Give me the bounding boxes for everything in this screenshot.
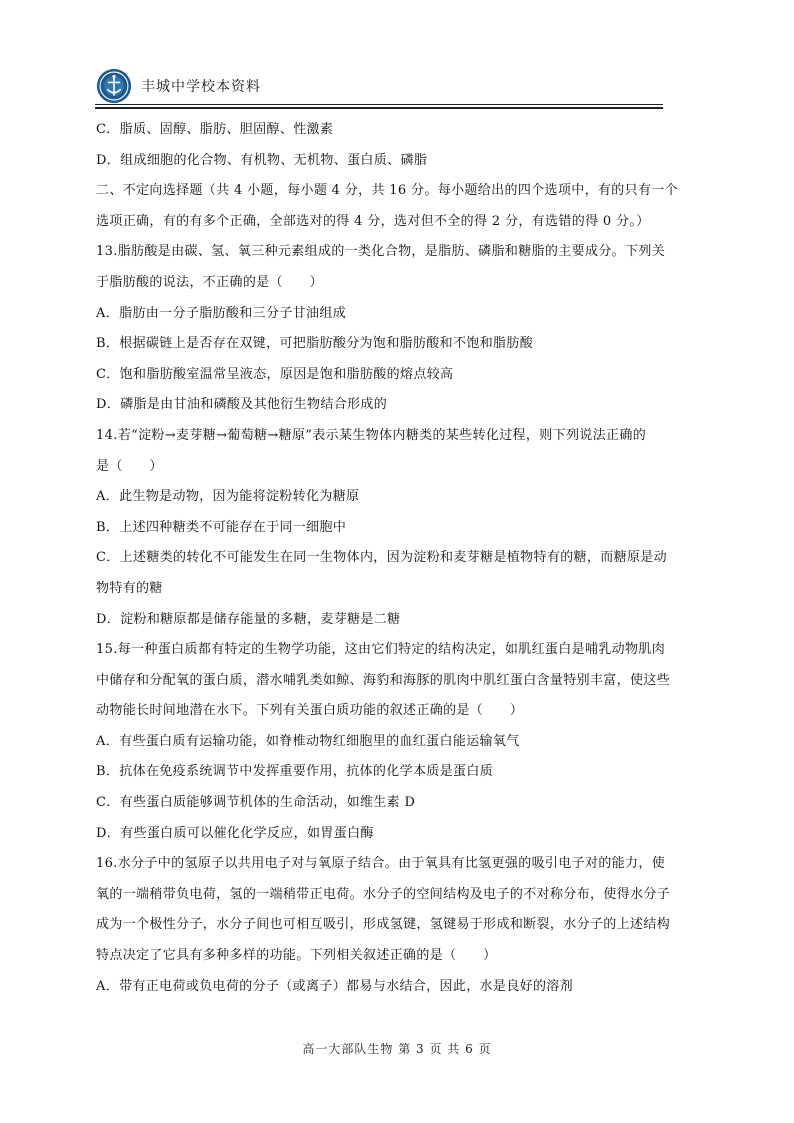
answer-option: A．有些蛋白质有运输功能，如脊椎动物红细胞里的血红蛋白能运输氧气 (96, 733, 520, 749)
question-stem: 动物能长时间地潜在水下。下列有关蛋白质功能的叙述正确的是（ ） (96, 703, 524, 719)
answer-option: D．磷脂是由甘油和磷酸及其他衍生物结合形成的 (96, 397, 388, 413)
question-stem: 13.脂肪酸是由碳、氢、氧三种元素组成的一类化合物，是脂肪、磷脂和糖脂的主要成分。下列关 (96, 244, 666, 260)
header-rule-thick (95, 107, 663, 109)
text-line: C．脂质、固醇、脂肪、胆固醇、性激素 (96, 122, 334, 137)
section-heading: 选项正确，有的有多个正确，全部选对的得 4 分，选对但不全的得 2 分，有选错的得 0 分。） (96, 213, 650, 229)
header-rule-thin (95, 104, 663, 105)
question-stem: 中储存和分配氧的蛋白质，潜水哺乳类如鲸、海豹和海豚的肌肉中肌红蛋白含量特别丰富，使这些 (96, 672, 671, 688)
answer-option: D．淀粉和糖原都是储存能量的多糖，麦芽糖是二糖 (96, 611, 401, 627)
question-stem: 氧的一端稍带负电荷，氢的一端稍带正电荷。水分子的空间结构及电子的不对称分布，使得水分子 (96, 886, 671, 902)
answer-option: B．根据碳链上是否存在双键，可把脂肪酸分为饱和脂肪酸和不饱和脂肪酸 (96, 336, 534, 352)
answer-option: C．饱和脂肪酸室温常呈液态，原因是饱和脂肪酸的熔点较高 (96, 366, 454, 382)
answer-option: A．带有正电荷或负电荷的分子（或离子）都易与水结合，因此，水是良好的溶剂 (96, 978, 573, 994)
text-line: D．组成细胞的化合物、有机物、无机物、蛋白质、磷脂 (96, 152, 428, 168)
answer-option: C．上述糖类的转化不可能发生在同一生物体内，因为淀粉和麦芽糖是植物特有的糖，而糖原是动 (96, 550, 667, 566)
answer-option: B．上述四种糖类不可能存在于同一细胞中 (96, 519, 347, 535)
section-heading: 二、不定向选择题（共 4 小题，每小题 4 分，共 16 分。每小题给出的四个选项中，有的只有一个 (96, 183, 679, 199)
question-stem: 是（ ） (96, 458, 163, 474)
answer-option: B．抗体在免疫系统调节中发挥重要作用，抗体的化学本质是蛋白质 (96, 764, 494, 780)
question-stem: 15.每一种蛋白质都有特定的生物学功能，这由它们特定的结构决定，如肌红蛋白是哺乳动物肌肉 (96, 642, 666, 658)
answer-option: A．脂肪由一分子脂肪酸和三分子甘油组成 (96, 305, 347, 321)
page-header (96, 66, 261, 106)
answer-option: C．有些蛋白质能够调节机体的生命活动，如维生素 D (96, 795, 416, 811)
question-stem: 成为一个极性分子，水分子间也可相互吸引，形成氢键，氢键易于形成和断裂，水分子的上述结构 (96, 917, 671, 933)
question-stem: 于脂肪酸的说法，不正确的是（ ） (96, 274, 323, 290)
school-emblem-icon (96, 68, 132, 104)
page-footer: 高一大部队生物 第 3 页 共 6 页 (302, 1042, 492, 1056)
question-stem: 特点决定了它具有多种多样的功能。下列相关叙述正确的是（ ） (96, 948, 497, 964)
answer-option: D．有些蛋白质可以催化化学反应，如胃蛋白酶 (96, 825, 374, 841)
answer-option: A．此生物是动物，因为能将淀粉转化为糖原 (96, 489, 360, 505)
document-body (96, 115, 702, 1002)
school-name: 丰城中学校本资料 (141, 79, 261, 95)
answer-option: 物特有的糖 (96, 580, 163, 596)
question-stem: 16.水分子中的氢原子以共用电子对与氧原子结合。由于氧具有比氢更强的吸引电子对的能力，使 (96, 856, 666, 872)
question-stem: 14.若“淀粉→麦芽糖→葡萄糖→糖原”表示某生物体内糖类的某些转化过程，则下列说法正确的 (96, 427, 647, 443)
